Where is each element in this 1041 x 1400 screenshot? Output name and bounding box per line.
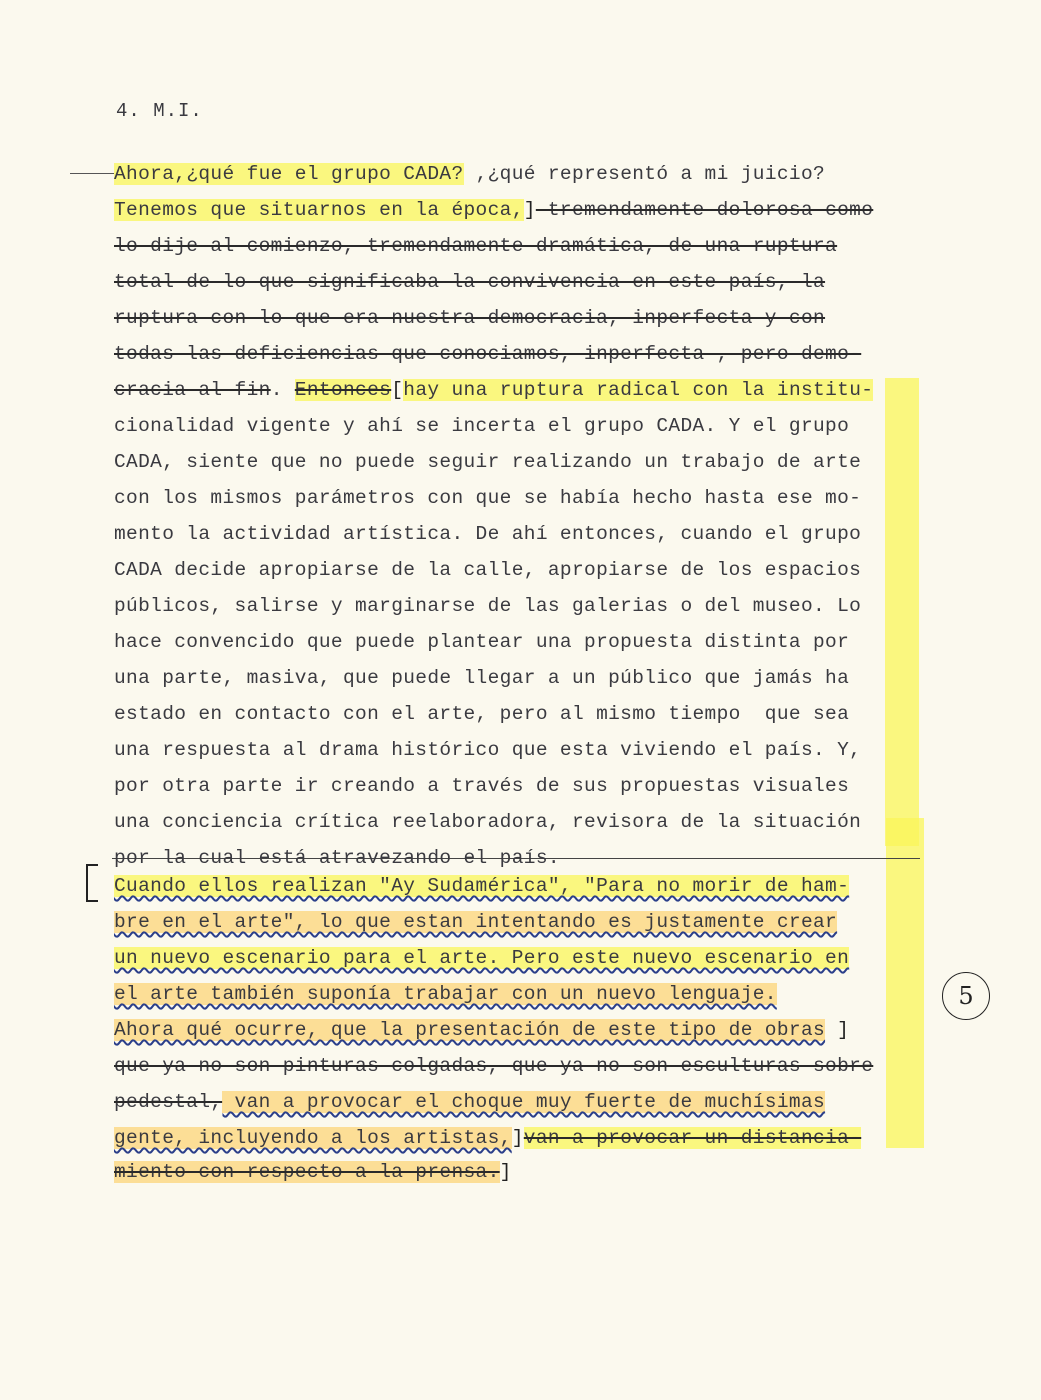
text-line [114,486,934,510]
text-segment: . [270,379,295,401]
text-line [114,522,934,546]
text-segment: Cuando ellos realizan "Ay Sudamérica", "Para no morir de ham- [114,875,850,897]
text-segment: CADA decide apropiarse de la calle, apropiarse de los espacios [114,559,862,581]
text-segment: CADA, siente que no puede seguir realizando un trabajo de arte [114,451,862,473]
text-segment: van a provocar el choque muy fuerte de muchísimas [222,1091,826,1113]
text-line [114,982,934,1006]
text-segment: cionalidad vigente y ahí se incerta el grupo CADA. Y el grupo [114,415,850,437]
text-line [114,414,934,438]
page-number-circled: 5 [942,972,990,1020]
text-segment: ] [511,1127,524,1149]
text-segment: Tenemos que situarnos en la época, [114,199,524,221]
text-segment: ,¿qué fue el grupo CADA? [174,163,464,185]
text-line [114,198,934,222]
text-segment: lo dije al comienzo, tremendamente dramática, de una ruptura [114,235,838,257]
text-segment: ] [499,1161,512,1183]
text-line [114,306,934,330]
text-segment: por la cual está atravezando el país. [114,847,560,869]
text-line [114,558,934,582]
text-line [114,910,934,934]
text-segment: ] [825,1019,850,1041]
text-segment: miento con respecto a la prensa. [114,1161,500,1183]
text-segment: bre en el arte", lo que estan intentando es justamente crear [114,911,838,933]
text-line [114,774,934,798]
text-segment: una respuesta al drama histórico que esta viviendo el país. Y, [114,739,862,761]
text-segment: hace convencido que puede plantear una propuesta distinta por [114,631,850,653]
text-line [114,1018,934,1042]
text-segment: con los mismos parámetros con que se había hecho hasta ese mo- [114,487,862,509]
text-segment: ruptura con lo que era nuestra democracia, inperfecta y con [114,307,826,329]
text-line [114,666,934,690]
text-segment: un nuevo escenario para el arte. Pero este nuevo escenario en [114,947,850,969]
text-line [114,738,934,762]
text-segment: ,¿qué representó a mi juicio? [463,163,826,185]
text-segment: una parte, masiva, que puede llegar a un público que jamás ha [114,667,850,689]
text-segment: gente, incluyendo a los artistas, [114,1127,512,1149]
margin-dash-mark [70,173,114,174]
text-segment: total de lo que significaba la convivencia en este país, la [114,271,826,293]
text-segment: tremendamente dolorosa como [535,199,874,221]
page-header: 4. M.I. [116,100,203,122]
text-segment: cracia al fin [114,379,271,401]
text-segment: [ [391,379,404,401]
text-line [114,378,934,402]
text-line [114,810,934,834]
text-segment: Ahora [114,163,175,185]
text-line [114,1160,934,1184]
text-line [114,270,934,294]
text-line [114,846,934,870]
text-segment: pedestal, [114,1091,223,1113]
text-segment: todas las deficiencias que conociamos, inperfecta , pero demo- [114,343,862,365]
text-segment: hay una ruptura radical con la institu- [403,379,874,401]
text-segment: públicos, salirse y marginarse de las galerias o del museo. Lo [114,595,862,617]
text-segment: van a provocar un distancia- [523,1127,862,1149]
text-segment: Ahora qué ocurre, que la presentación de este tipo de obras [114,1019,826,1041]
text-line [114,234,934,258]
text-segment: Entonces [294,379,392,401]
text-line [114,1126,934,1150]
text-segment: por otra parte ir creando a través de sus propuestas visuales [114,775,850,797]
text-line [114,874,934,898]
text-line [114,594,934,618]
text-segment: que ya no son pinturas colgadas, que ya no son esculturas sobre [114,1055,874,1077]
text-line [114,1090,934,1114]
text-line [114,342,934,366]
text-line [114,162,934,186]
text-line [114,702,934,726]
text-segment: una conciencia crítica reelaboradora, revisora de la situación [114,811,862,833]
text-segment: estado en contacto con el arte, pero al mismo tiempo que sea [114,703,850,725]
text-segment: el arte también suponía trabajar con un nuevo lenguaje. [114,983,777,1005]
text-segment: mento la actividad artística. De ahí entonces, cuando el grupo [114,523,862,545]
text-line [114,946,934,970]
paragraph-bracket-mark [86,864,98,902]
text-line [114,630,934,654]
text-line [114,1054,934,1078]
text-segment: ] [523,199,536,221]
text-line [114,450,934,474]
